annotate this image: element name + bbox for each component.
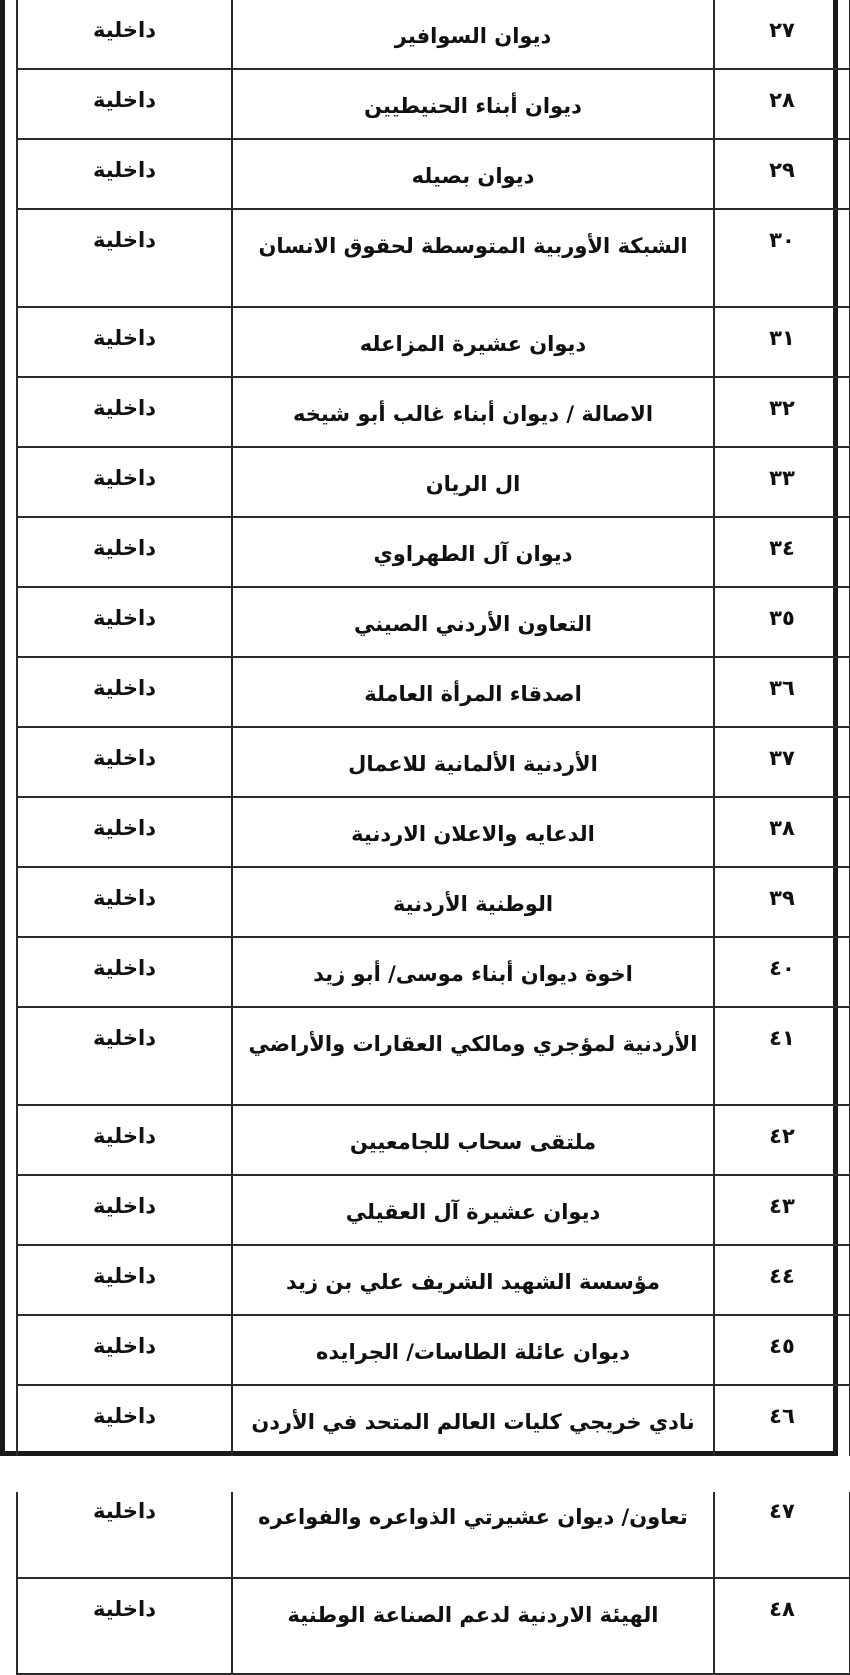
organization-type: داخلية [17,307,232,377]
registry-table-body [17,0,850,1674]
organization-type: داخلية [17,1245,232,1315]
table-row [17,209,850,307]
page-bottom-margin [0,1456,850,1492]
row-number: ٤٤ [714,1245,850,1315]
row-number: ٣٣ [714,447,850,517]
table-row [17,1315,850,1385]
organization-name: الدعايه والاعلان الاردنية [232,797,714,867]
organization-type: داخلية [17,937,232,1007]
organization-type: داخلية [17,377,232,447]
row-number: ٤٥ [714,1315,850,1385]
row-number: ٢٧ [714,0,850,69]
organization-name: الأردنية لمؤجري ومالكي العقارات والأراضي [232,1007,714,1105]
table-row [17,1578,850,1674]
table-row [17,657,850,727]
organization-type: داخلية [17,657,232,727]
organization-type: داخلية [17,1480,232,1578]
row-number: ٣٦ [714,657,850,727]
row-number: ٤٢ [714,1105,850,1175]
organization-name: نادي خريجي كليات العالم المتحد في الأردن [232,1385,714,1480]
organization-type: داخلية [17,727,232,797]
organization-name: ديوان عشيرة المزاعله [232,307,714,377]
table-row [17,1105,850,1175]
table-row [17,69,850,139]
organization-name: اصدقاء المرأة العاملة [232,657,714,727]
table-row [17,307,850,377]
organization-type: داخلية [17,1385,232,1480]
organization-name: الهيئة الاردنية لدعم الصناعة الوطنية [232,1578,714,1674]
table-row [17,377,850,447]
organization-type: داخلية [17,139,232,209]
table-row [17,1175,850,1245]
organization-name: ديوان آل الطهراوي [232,517,714,587]
organization-type: داخلية [17,1175,232,1245]
organization-name: ديوان عائلة الطاسات/ الجرايده [232,1315,714,1385]
row-number: ٤٣ [714,1175,850,1245]
row-number: ٣٩ [714,867,850,937]
organization-type: داخلية [17,0,232,69]
organization-name: التعاون الأردني الصيني [232,587,714,657]
organization-name: ديوان السوافير [232,0,714,69]
row-number: ٣١ [714,307,850,377]
organization-name: الاصالة / ديوان أبناء غالب أبو شيخه [232,377,714,447]
table-row [17,0,850,69]
table-row [17,1007,850,1105]
organization-name: الأردنية الألمانية للاعمال [232,727,714,797]
table-row [17,867,850,937]
row-number: ٤١ [714,1007,850,1105]
organization-type: داخلية [17,1315,232,1385]
organization-name: اخوة ديوان أبناء موسى/ أبو زيد [232,937,714,1007]
table-row [17,447,850,517]
organization-type: داخلية [17,1105,232,1175]
table-row [17,727,850,797]
organization-name: ديوان أبناء الحنيطيين [232,69,714,139]
table-row [17,797,850,867]
row-number: ٣٥ [714,587,850,657]
table-row [17,937,850,1007]
organization-name: ال الريان [232,447,714,517]
table-row [17,587,850,657]
organization-type: داخلية [17,867,232,937]
row-number: ٤٨ [714,1578,850,1674]
table-row [17,1480,850,1578]
row-number: ٣٤ [714,517,850,587]
organization-name: مؤسسة الشهيد الشريف علي بن زيد [232,1245,714,1315]
row-number: ٣٠ [714,209,850,307]
organization-type: داخلية [17,209,232,307]
organization-name: ديوان بصيله [232,139,714,209]
organization-name: تعاون/ ديوان عشيرتي الذواعره والفواعره [232,1480,714,1578]
organization-type: داخلية [17,587,232,657]
row-number: ٤٠ [714,937,850,1007]
organization-name: الوطنية الأردنية [232,867,714,937]
table-row [17,1245,850,1315]
organization-type: داخلية [17,517,232,587]
organization-name: ديوان عشيرة آل العقيلي [232,1175,714,1245]
table-row [17,517,850,587]
organization-name: الشبكة الأوربية المتوسطة لحقوق الانسان [232,209,714,307]
organization-name: ملتقى سحاب للجامعيين [232,1105,714,1175]
registry-table [16,0,850,1675]
table-row [17,139,850,209]
row-number: ٣٨ [714,797,850,867]
row-number: ٣٢ [714,377,850,447]
row-number: ٤٦ [714,1385,850,1480]
row-number: ٢٨ [714,69,850,139]
organization-type: داخلية [17,69,232,139]
row-number: ٢٩ [714,139,850,209]
row-number: ٤٧ [714,1480,850,1578]
organization-type: داخلية [17,1578,232,1674]
organization-type: داخلية [17,1007,232,1105]
organization-type: داخلية [17,797,232,867]
organization-type: داخلية [17,447,232,517]
row-number: ٣٧ [714,727,850,797]
